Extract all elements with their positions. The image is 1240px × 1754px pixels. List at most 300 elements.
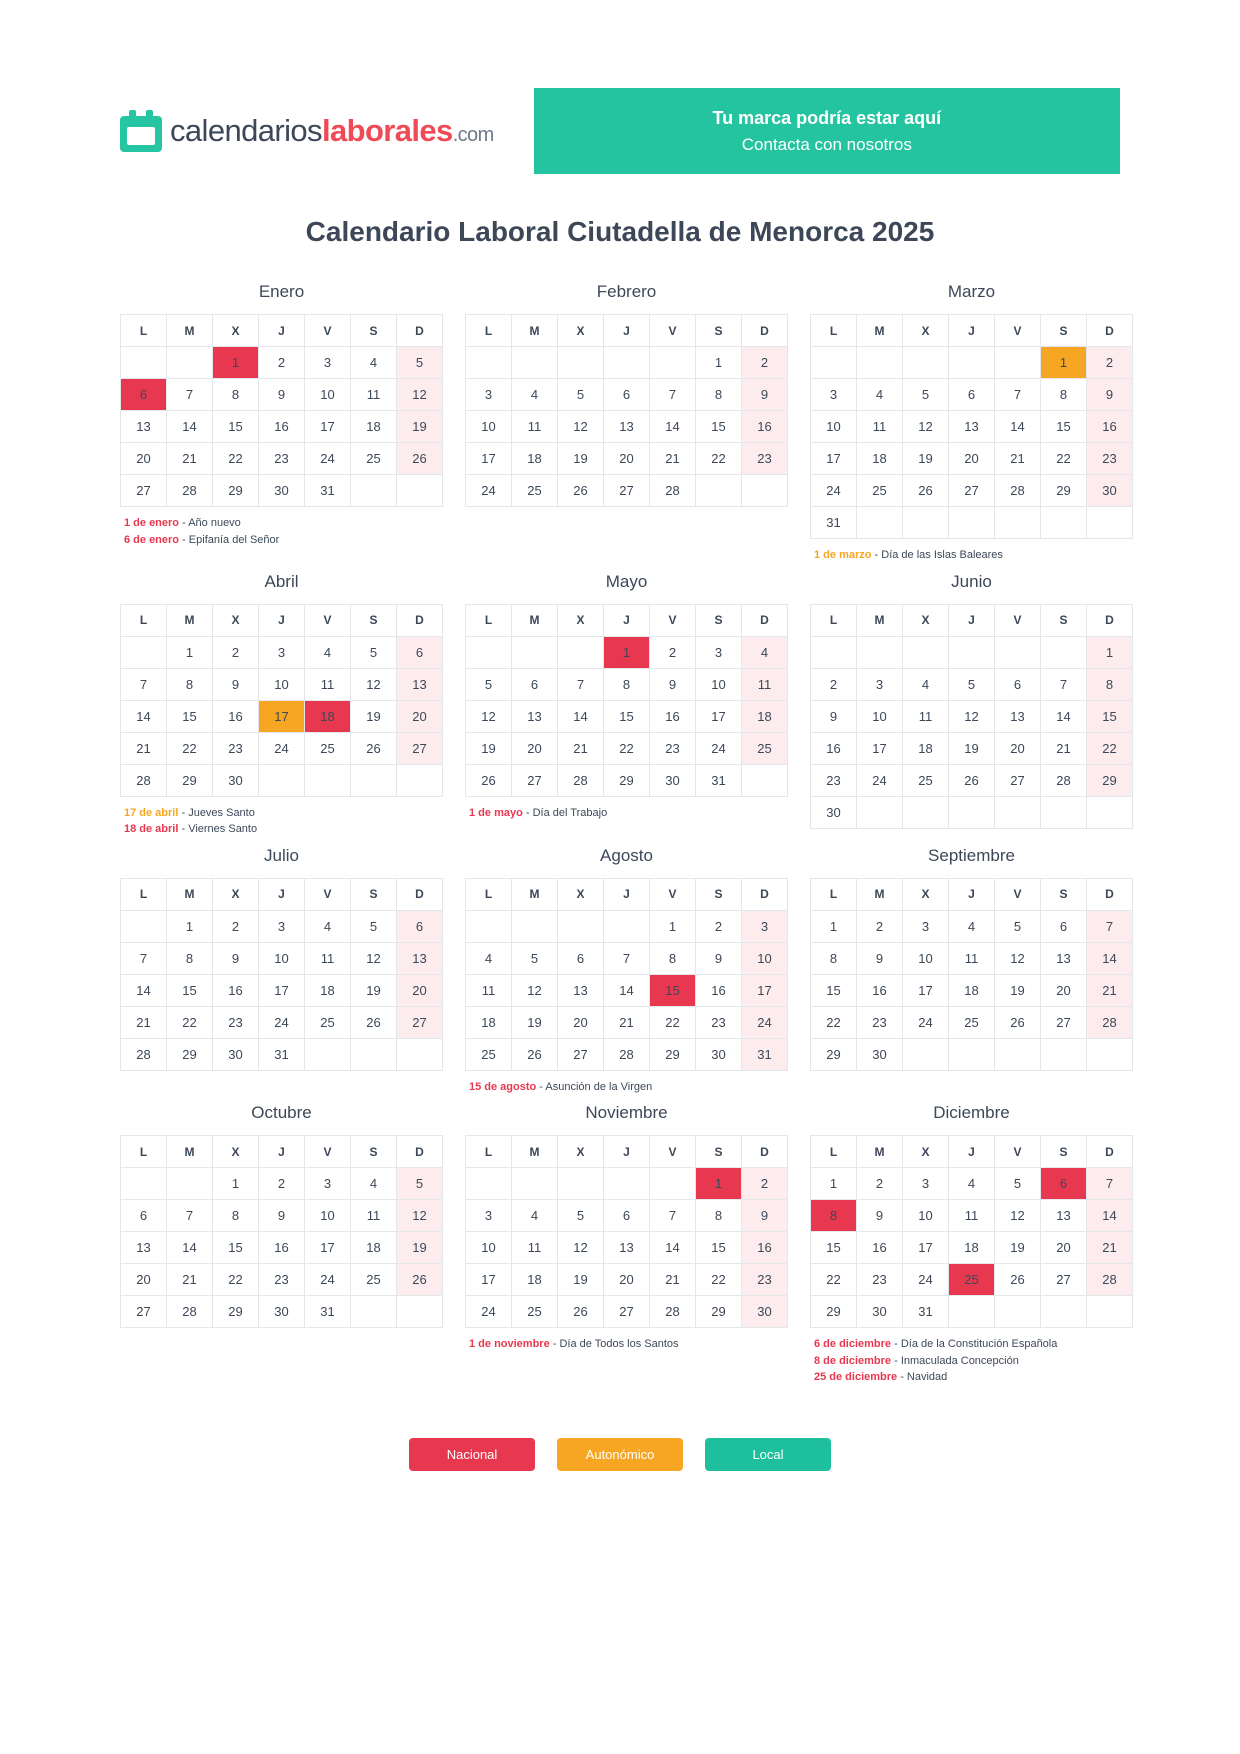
day-cell[interactable]: 2 — [857, 1168, 903, 1200]
day-cell[interactable]: 2 — [650, 636, 696, 668]
day-cell-sunday[interactable]: 7 — [1087, 910, 1133, 942]
day-cell[interactable]: 3 — [903, 1168, 949, 1200]
day-cell[interactable]: 28 — [121, 764, 167, 796]
day-cell-sunday[interactable]: 5 — [397, 347, 443, 379]
day-cell-sunday[interactable]: 16 — [1087, 411, 1133, 443]
day-cell-sunday[interactable]: 24 — [742, 1006, 788, 1038]
ad-banner[interactable] — [534, 88, 1120, 174]
day-cell[interactable]: 26 — [512, 1038, 558, 1070]
day-cell[interactable]: 13 — [512, 700, 558, 732]
day-cell[interactable]: 26 — [949, 764, 995, 796]
day-cell[interactable]: 5 — [466, 668, 512, 700]
day-cell[interactable]: 17 — [903, 974, 949, 1006]
day-cell[interactable]: 4 — [305, 636, 351, 668]
day-cell-sunday[interactable]: 9 — [742, 1200, 788, 1232]
day-cell[interactable]: 21 — [558, 732, 604, 764]
day-cell[interactable]: 20 — [604, 1264, 650, 1296]
day-cell[interactable]: 14 — [167, 1232, 213, 1264]
day-cell[interactable]: 10 — [903, 942, 949, 974]
day-cell-sunday[interactable]: 5 — [397, 1168, 443, 1200]
day-cell[interactable]: 2 — [213, 910, 259, 942]
day-cell-holiday[interactable]: 17 — [259, 700, 305, 732]
day-cell[interactable]: 19 — [558, 443, 604, 475]
day-cell[interactable]: 11 — [512, 411, 558, 443]
day-cell[interactable]: 6 — [121, 1200, 167, 1232]
day-cell[interactable]: 1 — [213, 1168, 259, 1200]
day-cell[interactable]: 4 — [305, 910, 351, 942]
day-cell[interactable]: 4 — [512, 379, 558, 411]
day-cell[interactable]: 26 — [995, 1264, 1041, 1296]
day-cell-sunday[interactable]: 28 — [1087, 1264, 1133, 1296]
day-cell[interactable]: 4 — [949, 1168, 995, 1200]
day-cell[interactable]: 14 — [558, 700, 604, 732]
day-cell[interactable]: 16 — [857, 974, 903, 1006]
day-cell[interactable]: 24 — [305, 1264, 351, 1296]
day-cell[interactable]: 17 — [903, 1232, 949, 1264]
day-cell[interactable]: 19 — [351, 700, 397, 732]
day-cell[interactable]: 22 — [604, 732, 650, 764]
day-cell[interactable]: 3 — [696, 636, 742, 668]
day-cell[interactable]: 26 — [903, 475, 949, 507]
day-cell[interactable]: 11 — [351, 1200, 397, 1232]
day-cell[interactable]: 24 — [696, 732, 742, 764]
day-cell[interactable]: 7 — [558, 668, 604, 700]
day-cell[interactable]: 2 — [259, 1168, 305, 1200]
day-cell[interactable]: 16 — [650, 700, 696, 732]
day-cell-sunday[interactable]: 12 — [397, 1200, 443, 1232]
day-cell[interactable]: 6 — [1041, 910, 1087, 942]
day-cell[interactable]: 8 — [213, 1200, 259, 1232]
day-cell[interactable]: 26 — [558, 1296, 604, 1328]
day-cell[interactable]: 10 — [259, 942, 305, 974]
day-cell-sunday[interactable]: 6 — [397, 636, 443, 668]
day-cell[interactable]: 24 — [857, 764, 903, 796]
day-cell[interactable]: 12 — [466, 700, 512, 732]
day-cell[interactable]: 25 — [512, 475, 558, 507]
day-cell[interactable]: 20 — [121, 443, 167, 475]
day-cell[interactable]: 11 — [305, 942, 351, 974]
day-cell-holiday[interactable]: 1 — [604, 636, 650, 668]
day-cell[interactable]: 8 — [696, 379, 742, 411]
day-cell[interactable]: 15 — [213, 1232, 259, 1264]
day-cell[interactable]: 8 — [1041, 379, 1087, 411]
day-cell[interactable]: 28 — [650, 1296, 696, 1328]
day-cell-sunday[interactable]: 14 — [1087, 1200, 1133, 1232]
day-cell[interactable]: 20 — [995, 732, 1041, 764]
day-cell-sunday[interactable]: 30 — [742, 1296, 788, 1328]
day-cell[interactable]: 17 — [857, 732, 903, 764]
day-cell[interactable]: 4 — [351, 1168, 397, 1200]
day-cell-sunday[interactable]: 29 — [1087, 764, 1133, 796]
day-cell[interactable]: 9 — [259, 379, 305, 411]
day-cell[interactable]: 5 — [949, 668, 995, 700]
day-cell[interactable]: 31 — [305, 1296, 351, 1328]
day-cell[interactable]: 10 — [305, 1200, 351, 1232]
day-cell[interactable]: 22 — [167, 1006, 213, 1038]
day-cell[interactable]: 11 — [857, 411, 903, 443]
day-cell[interactable]: 24 — [466, 475, 512, 507]
day-cell[interactable]: 5 — [558, 1200, 604, 1232]
day-cell[interactable]: 25 — [512, 1296, 558, 1328]
day-cell[interactable]: 9 — [650, 668, 696, 700]
day-cell[interactable]: 1 — [696, 347, 742, 379]
day-cell[interactable]: 16 — [213, 700, 259, 732]
day-cell[interactable]: 11 — [512, 1232, 558, 1264]
day-cell[interactable]: 24 — [259, 732, 305, 764]
day-cell[interactable]: 3 — [466, 1200, 512, 1232]
day-cell[interactable]: 4 — [512, 1200, 558, 1232]
day-cell[interactable]: 12 — [995, 1200, 1041, 1232]
day-cell[interactable]: 6 — [995, 668, 1041, 700]
day-cell[interactable]: 27 — [558, 1038, 604, 1070]
day-cell[interactable]: 15 — [167, 700, 213, 732]
day-cell[interactable]: 15 — [1041, 411, 1087, 443]
day-cell-sunday[interactable]: 23 — [742, 1264, 788, 1296]
day-cell[interactable]: 14 — [650, 411, 696, 443]
day-cell-sunday[interactable]: 8 — [1087, 668, 1133, 700]
day-cell-sunday[interactable]: 25 — [742, 732, 788, 764]
day-cell-holiday[interactable]: 1 — [696, 1168, 742, 1200]
day-cell[interactable]: 14 — [1041, 700, 1087, 732]
day-cell[interactable]: 18 — [857, 443, 903, 475]
day-cell[interactable]: 15 — [811, 1232, 857, 1264]
day-cell[interactable]: 28 — [650, 475, 696, 507]
day-cell[interactable]: 18 — [903, 732, 949, 764]
day-cell[interactable]: 11 — [949, 942, 995, 974]
day-cell[interactable]: 30 — [857, 1296, 903, 1328]
day-cell[interactable]: 23 — [213, 732, 259, 764]
day-cell[interactable]: 21 — [121, 732, 167, 764]
day-cell-sunday[interactable]: 11 — [742, 668, 788, 700]
day-cell[interactable]: 4 — [903, 668, 949, 700]
day-cell[interactable]: 8 — [167, 668, 213, 700]
day-cell-sunday[interactable]: 28 — [1087, 1006, 1133, 1038]
day-cell[interactable]: 17 — [466, 443, 512, 475]
day-cell-sunday[interactable]: 20 — [397, 700, 443, 732]
day-cell-holiday[interactable]: 6 — [1041, 1168, 1087, 1200]
day-cell[interactable]: 10 — [466, 1232, 512, 1264]
day-cell-sunday[interactable]: 10 — [742, 942, 788, 974]
day-cell[interactable]: 29 — [696, 1296, 742, 1328]
day-cell[interactable]: 25 — [351, 1264, 397, 1296]
day-cell-sunday[interactable]: 2 — [742, 1168, 788, 1200]
day-cell[interactable]: 6 — [604, 379, 650, 411]
day-cell[interactable]: 20 — [1041, 974, 1087, 1006]
day-cell[interactable]: 6 — [558, 942, 604, 974]
day-cell[interactable]: 15 — [696, 1232, 742, 1264]
day-cell[interactable]: 14 — [167, 411, 213, 443]
day-cell[interactable]: 28 — [558, 764, 604, 796]
day-cell-holiday[interactable]: 18 — [305, 700, 351, 732]
day-cell[interactable]: 25 — [903, 764, 949, 796]
day-cell[interactable]: 8 — [604, 668, 650, 700]
day-cell[interactable]: 17 — [305, 411, 351, 443]
day-cell-holiday[interactable]: 8 — [811, 1200, 857, 1232]
day-cell-sunday[interactable]: 15 — [1087, 700, 1133, 732]
day-cell-sunday[interactable]: 19 — [397, 1232, 443, 1264]
day-cell[interactable]: 25 — [857, 475, 903, 507]
day-cell[interactable]: 28 — [167, 1296, 213, 1328]
day-cell[interactable]: 26 — [558, 475, 604, 507]
day-cell[interactable]: 24 — [811, 475, 857, 507]
day-cell[interactable]: 24 — [259, 1006, 305, 1038]
day-cell[interactable]: 13 — [604, 411, 650, 443]
day-cell[interactable]: 11 — [903, 700, 949, 732]
day-cell[interactable]: 20 — [558, 1006, 604, 1038]
day-cell-sunday[interactable]: 13 — [397, 942, 443, 974]
day-cell[interactable]: 5 — [903, 379, 949, 411]
day-cell-sunday[interactable]: 18 — [742, 700, 788, 732]
day-cell[interactable]: 14 — [121, 700, 167, 732]
day-cell[interactable]: 16 — [857, 1232, 903, 1264]
day-cell[interactable]: 22 — [1041, 443, 1087, 475]
day-cell[interactable]: 5 — [995, 910, 1041, 942]
day-cell[interactable]: 29 — [167, 1038, 213, 1070]
day-cell-sunday[interactable]: 21 — [1087, 1232, 1133, 1264]
day-cell[interactable]: 15 — [604, 700, 650, 732]
day-cell[interactable]: 23 — [259, 443, 305, 475]
day-cell[interactable]: 8 — [811, 942, 857, 974]
day-cell[interactable]: 18 — [351, 1232, 397, 1264]
day-cell[interactable]: 18 — [512, 1264, 558, 1296]
day-cell[interactable]: 27 — [121, 475, 167, 507]
day-cell[interactable]: 7 — [650, 379, 696, 411]
day-cell[interactable]: 19 — [903, 443, 949, 475]
day-cell-sunday[interactable]: 21 — [1087, 974, 1133, 1006]
day-cell[interactable]: 23 — [857, 1264, 903, 1296]
day-cell[interactable]: 18 — [949, 974, 995, 1006]
day-cell[interactable]: 23 — [811, 764, 857, 796]
day-cell-sunday[interactable]: 27 — [397, 732, 443, 764]
day-cell[interactable]: 29 — [604, 764, 650, 796]
day-cell[interactable]: 13 — [949, 411, 995, 443]
day-cell[interactable]: 29 — [811, 1296, 857, 1328]
day-cell-sunday[interactable]: 23 — [1087, 443, 1133, 475]
day-cell[interactable]: 4 — [466, 942, 512, 974]
day-cell[interactable]: 3 — [857, 668, 903, 700]
day-cell[interactable]: 2 — [696, 910, 742, 942]
day-cell[interactable]: 28 — [121, 1038, 167, 1070]
day-cell-sunday[interactable]: 20 — [397, 974, 443, 1006]
day-cell-sunday[interactable]: 31 — [742, 1038, 788, 1070]
day-cell[interactable]: 31 — [696, 764, 742, 796]
day-cell[interactable]: 25 — [949, 1006, 995, 1038]
day-cell[interactable]: 23 — [650, 732, 696, 764]
day-cell-sunday[interactable]: 16 — [742, 1232, 788, 1264]
day-cell[interactable]: 22 — [811, 1264, 857, 1296]
day-cell[interactable]: 5 — [351, 636, 397, 668]
day-cell[interactable]: 2 — [259, 347, 305, 379]
day-cell[interactable]: 19 — [949, 732, 995, 764]
day-cell[interactable]: 5 — [995, 1168, 1041, 1200]
day-cell-sunday[interactable]: 9 — [1087, 379, 1133, 411]
day-cell[interactable]: 16 — [259, 1232, 305, 1264]
day-cell[interactable]: 24 — [903, 1264, 949, 1296]
day-cell[interactable]: 3 — [811, 379, 857, 411]
day-cell-sunday[interactable]: 30 — [1087, 475, 1133, 507]
day-cell-sunday[interactable]: 1 — [1087, 636, 1133, 668]
day-cell[interactable]: 10 — [259, 668, 305, 700]
day-cell-holiday[interactable]: 1 — [213, 347, 259, 379]
day-cell[interactable]: 29 — [213, 475, 259, 507]
day-cell[interactable]: 22 — [811, 1006, 857, 1038]
site-logo[interactable] — [120, 88, 524, 174]
day-cell[interactable]: 12 — [351, 942, 397, 974]
day-cell[interactable]: 19 — [995, 1232, 1041, 1264]
day-cell[interactable]: 9 — [857, 942, 903, 974]
day-cell[interactable]: 21 — [167, 1264, 213, 1296]
day-cell-holiday[interactable]: 25 — [949, 1264, 995, 1296]
day-cell[interactable]: 1 — [811, 1168, 857, 1200]
day-cell[interactable]: 20 — [512, 732, 558, 764]
day-cell[interactable]: 12 — [903, 411, 949, 443]
day-cell[interactable]: 28 — [995, 475, 1041, 507]
day-cell[interactable]: 7 — [121, 942, 167, 974]
day-cell[interactable]: 29 — [167, 764, 213, 796]
day-cell[interactable]: 11 — [466, 974, 512, 1006]
day-cell[interactable]: 8 — [213, 379, 259, 411]
day-cell[interactable]: 19 — [995, 974, 1041, 1006]
day-cell[interactable]: 18 — [949, 1232, 995, 1264]
day-cell[interactable]: 21 — [121, 1006, 167, 1038]
day-cell[interactable]: 11 — [305, 668, 351, 700]
day-cell-holiday[interactable]: 6 — [121, 379, 167, 411]
day-cell-sunday[interactable]: 22 — [1087, 732, 1133, 764]
day-cell[interactable]: 12 — [558, 411, 604, 443]
day-cell-holiday[interactable]: 15 — [650, 974, 696, 1006]
legend-chip[interactable]: Local — [705, 1438, 831, 1471]
day-cell[interactable]: 3 — [259, 910, 305, 942]
day-cell[interactable]: 12 — [512, 974, 558, 1006]
day-cell[interactable]: 6 — [604, 1200, 650, 1232]
day-cell[interactable]: 27 — [604, 475, 650, 507]
day-cell[interactable]: 15 — [811, 974, 857, 1006]
day-cell-sunday[interactable]: 4 — [742, 636, 788, 668]
day-cell[interactable]: 1 — [811, 910, 857, 942]
day-cell[interactable]: 30 — [259, 1296, 305, 1328]
day-cell[interactable]: 27 — [995, 764, 1041, 796]
day-cell[interactable]: 31 — [903, 1296, 949, 1328]
day-cell[interactable]: 29 — [213, 1296, 259, 1328]
day-cell[interactable]: 5 — [512, 942, 558, 974]
day-cell[interactable]: 18 — [466, 1006, 512, 1038]
day-cell[interactable]: 21 — [167, 443, 213, 475]
day-cell[interactable]: 30 — [213, 1038, 259, 1070]
day-cell[interactable]: 8 — [696, 1200, 742, 1232]
day-cell[interactable]: 19 — [512, 1006, 558, 1038]
day-cell[interactable]: 22 — [696, 1264, 742, 1296]
day-cell[interactable]: 4 — [351, 347, 397, 379]
day-cell[interactable]: 8 — [650, 942, 696, 974]
day-cell[interactable]: 27 — [1041, 1006, 1087, 1038]
day-cell[interactable]: 9 — [857, 1200, 903, 1232]
day-cell[interactable]: 22 — [167, 732, 213, 764]
day-cell[interactable]: 4 — [949, 910, 995, 942]
day-cell-sunday[interactable]: 9 — [742, 379, 788, 411]
day-cell[interactable]: 14 — [650, 1232, 696, 1264]
day-cell[interactable]: 28 — [167, 475, 213, 507]
day-cell[interactable]: 5 — [351, 910, 397, 942]
day-cell-sunday[interactable]: 13 — [397, 668, 443, 700]
day-cell[interactable]: 29 — [1041, 475, 1087, 507]
day-cell[interactable]: 9 — [213, 668, 259, 700]
day-cell[interactable]: 20 — [1041, 1232, 1087, 1264]
day-cell[interactable]: 10 — [811, 411, 857, 443]
day-cell[interactable]: 18 — [305, 974, 351, 1006]
day-cell[interactable]: 17 — [466, 1264, 512, 1296]
day-cell[interactable]: 17 — [259, 974, 305, 1006]
day-cell[interactable]: 7 — [167, 1200, 213, 1232]
day-cell[interactable]: 8 — [167, 942, 213, 974]
day-cell[interactable]: 11 — [351, 379, 397, 411]
day-cell[interactable]: 3 — [305, 347, 351, 379]
day-cell[interactable]: 24 — [466, 1296, 512, 1328]
day-cell[interactable]: 27 — [121, 1296, 167, 1328]
day-cell[interactable]: 16 — [259, 411, 305, 443]
day-cell[interactable]: 25 — [351, 443, 397, 475]
day-cell[interactable]: 25 — [305, 732, 351, 764]
day-cell-sunday[interactable]: 17 — [742, 974, 788, 1006]
day-cell[interactable]: 29 — [650, 1038, 696, 1070]
day-cell[interactable]: 21 — [604, 1006, 650, 1038]
legend-chip[interactable]: Nacional — [409, 1438, 535, 1471]
day-cell[interactable]: 17 — [305, 1232, 351, 1264]
day-cell[interactable]: 26 — [351, 1006, 397, 1038]
day-cell[interactable]: 31 — [259, 1038, 305, 1070]
day-cell[interactable]: 1 — [650, 910, 696, 942]
day-cell[interactable]: 7 — [1041, 668, 1087, 700]
day-cell[interactable]: 30 — [650, 764, 696, 796]
day-cell-sunday[interactable]: 14 — [1087, 942, 1133, 974]
day-cell-sunday[interactable]: 27 — [397, 1006, 443, 1038]
day-cell[interactable]: 7 — [995, 379, 1041, 411]
day-cell[interactable]: 30 — [696, 1038, 742, 1070]
day-cell[interactable]: 13 — [995, 700, 1041, 732]
day-cell[interactable]: 9 — [213, 942, 259, 974]
day-cell[interactable]: 13 — [1041, 1200, 1087, 1232]
day-cell[interactable]: 30 — [811, 796, 857, 828]
day-cell[interactable]: 2 — [857, 910, 903, 942]
day-cell[interactable]: 15 — [696, 411, 742, 443]
day-cell[interactable]: 24 — [305, 443, 351, 475]
legend-chip[interactable]: Autonómico — [557, 1438, 683, 1471]
day-cell[interactable]: 22 — [213, 443, 259, 475]
day-cell[interactable]: 7 — [650, 1200, 696, 1232]
day-cell[interactable]: 6 — [949, 379, 995, 411]
day-cell[interactable]: 3 — [259, 636, 305, 668]
day-cell-sunday[interactable]: 26 — [397, 443, 443, 475]
day-cell[interactable]: 29 — [811, 1038, 857, 1070]
day-cell[interactable]: 31 — [811, 507, 857, 539]
day-cell[interactable]: 23 — [857, 1006, 903, 1038]
day-cell[interactable]: 13 — [604, 1232, 650, 1264]
day-cell[interactable]: 14 — [121, 974, 167, 1006]
day-cell[interactable]: 4 — [857, 379, 903, 411]
day-cell[interactable]: 13 — [1041, 942, 1087, 974]
day-cell[interactable]: 24 — [903, 1006, 949, 1038]
day-cell[interactable]: 20 — [604, 443, 650, 475]
day-cell[interactable]: 18 — [512, 443, 558, 475]
day-cell[interactable]: 22 — [650, 1006, 696, 1038]
day-cell[interactable]: 7 — [121, 668, 167, 700]
day-cell[interactable]: 10 — [903, 1200, 949, 1232]
day-cell[interactable]: 27 — [512, 764, 558, 796]
day-cell[interactable]: 19 — [466, 732, 512, 764]
day-cell[interactable]: 19 — [558, 1264, 604, 1296]
day-cell[interactable]: 2 — [213, 636, 259, 668]
day-cell[interactable]: 23 — [213, 1006, 259, 1038]
day-cell[interactable]: 27 — [949, 475, 995, 507]
